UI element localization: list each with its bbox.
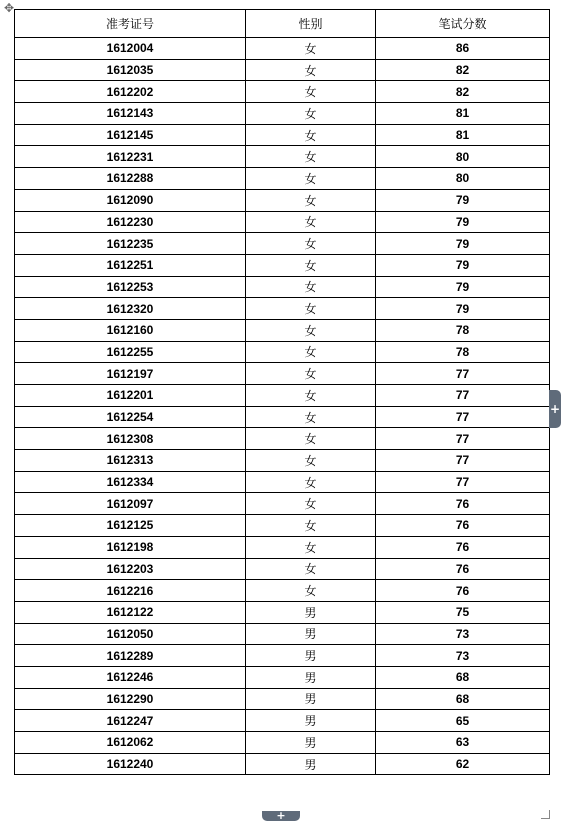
table-row [15, 211, 550, 233]
cell-written-score[interactable]: 78 [376, 341, 550, 363]
cell-exam-id[interactable]: 1612235 [15, 233, 246, 255]
table-row [15, 233, 550, 255]
cell-written-score[interactable]: 75 [376, 601, 550, 623]
table-row [15, 732, 550, 754]
cell-exam-id[interactable]: 1612231 [15, 146, 246, 168]
table-row [15, 124, 550, 146]
cell-written-score[interactable]: 65 [376, 710, 550, 732]
cell-exam-id[interactable]: 1612097 [15, 493, 246, 515]
cell-written-score[interactable]: 77 [376, 406, 550, 428]
cell-gender[interactable]: 女 [246, 450, 376, 472]
cell-exam-id[interactable]: 1612122 [15, 601, 246, 623]
cell-written-score[interactable]: 82 [376, 81, 550, 103]
cell-exam-id[interactable]: 1612143 [15, 103, 246, 125]
cell-written-score[interactable]: 62 [376, 753, 550, 775]
table-row [15, 688, 550, 710]
table-row [15, 81, 550, 103]
cell-written-score[interactable]: 78 [376, 319, 550, 341]
cell-written-score[interactable]: 79 [376, 254, 550, 276]
cell-exam-id[interactable]: 1612035 [15, 59, 246, 81]
cell-written-score[interactable]: 77 [376, 471, 550, 493]
table-row [15, 558, 550, 580]
cell-exam-id[interactable]: 1612290 [15, 688, 246, 710]
table-row [15, 276, 550, 298]
header-exam-id[interactable]: 准考证号 [15, 10, 246, 38]
cell-exam-id[interactable]: 1612247 [15, 710, 246, 732]
cell-written-score[interactable]: 80 [376, 168, 550, 190]
cell-gender[interactable]: 女 [246, 81, 376, 103]
cell-exam-id[interactable]: 1612334 [15, 471, 246, 493]
cell-written-score[interactable]: 82 [376, 59, 550, 81]
cell-gender[interactable]: 女 [246, 558, 376, 580]
cell-gender[interactable]: 女 [246, 341, 376, 363]
cell-exam-id[interactable]: 1612254 [15, 406, 246, 428]
cell-written-score[interactable]: 68 [376, 666, 550, 688]
header-gender[interactable]: 性别 [246, 10, 376, 38]
cell-gender[interactable]: 女 [246, 428, 376, 450]
table-row [15, 536, 550, 558]
cell-gender[interactable]: 女 [246, 38, 376, 60]
cell-written-score[interactable]: 77 [376, 428, 550, 450]
cell-exam-id[interactable]: 1612202 [15, 81, 246, 103]
cell-exam-id[interactable]: 1612050 [15, 623, 246, 645]
cell-gender[interactable]: 女 [246, 580, 376, 602]
table-row [15, 428, 550, 450]
cell-gender[interactable]: 女 [246, 254, 376, 276]
cell-written-score[interactable]: 79 [376, 276, 550, 298]
cell-gender[interactable]: 男 [246, 666, 376, 688]
table-row [15, 666, 550, 688]
cell-exam-id[interactable]: 1612203 [15, 558, 246, 580]
table-move-handle-icon[interactable]: ✥ [3, 1, 15, 15]
cell-exam-id[interactable]: 1612240 [15, 753, 246, 775]
cell-written-score[interactable]: 79 [376, 189, 550, 211]
table-row [15, 580, 550, 602]
cell-written-score[interactable]: 76 [376, 493, 550, 515]
table-row [15, 645, 550, 667]
table-row [15, 493, 550, 515]
cell-gender[interactable]: 女 [246, 233, 376, 255]
cell-gender[interactable]: 女 [246, 493, 376, 515]
cell-written-score[interactable]: 76 [376, 580, 550, 602]
cell-exam-id[interactable]: 1612308 [15, 428, 246, 450]
cell-exam-id[interactable]: 1612320 [15, 298, 246, 320]
cell-gender[interactable]: 女 [246, 406, 376, 428]
cell-exam-id[interactable]: 1612255 [15, 341, 246, 363]
cell-written-score[interactable]: 63 [376, 732, 550, 754]
cell-gender[interactable]: 男 [246, 732, 376, 754]
cell-exam-id[interactable]: 1612246 [15, 666, 246, 688]
cell-gender[interactable]: 女 [246, 536, 376, 558]
header-written-score[interactable]: 笔试分数 [376, 10, 550, 38]
table-row [15, 385, 550, 407]
table-body [15, 38, 550, 775]
cell-gender[interactable]: 男 [246, 688, 376, 710]
table-row [15, 103, 550, 125]
cell-written-score[interactable]: 68 [376, 688, 550, 710]
cell-gender[interactable]: 女 [246, 189, 376, 211]
cell-written-score[interactable]: 79 [376, 298, 550, 320]
table-row [15, 168, 550, 190]
cell-exam-id[interactable]: 1612090 [15, 189, 246, 211]
cell-gender[interactable]: 女 [246, 515, 376, 537]
table-header-row [15, 10, 550, 38]
table-row [15, 471, 550, 493]
cell-gender[interactable]: 女 [246, 276, 376, 298]
cell-written-score[interactable]: 81 [376, 124, 550, 146]
table-row [15, 450, 550, 472]
cell-written-score[interactable]: 79 [376, 233, 550, 255]
cell-written-score[interactable]: 73 [376, 645, 550, 667]
cell-exam-id[interactable]: 1612230 [15, 211, 246, 233]
add-column-button[interactable]: + [549, 390, 561, 428]
table-row [15, 298, 550, 320]
cell-gender[interactable]: 男 [246, 645, 376, 667]
cell-exam-id[interactable]: 1612125 [15, 515, 246, 537]
cell-written-score[interactable]: 86 [376, 38, 550, 60]
table-row [15, 59, 550, 81]
cell-gender[interactable]: 女 [246, 168, 376, 190]
table-row [15, 601, 550, 623]
cell-gender[interactable]: 女 [246, 319, 376, 341]
cell-exam-id[interactable]: 1612253 [15, 276, 246, 298]
score-table [14, 9, 550, 775]
cell-exam-id[interactable]: 1612004 [15, 38, 246, 60]
cell-written-score[interactable]: 73 [376, 623, 550, 645]
cell-written-score[interactable]: 77 [376, 450, 550, 472]
table-row [15, 189, 550, 211]
cell-written-score[interactable]: 77 [376, 385, 550, 407]
table-row [15, 515, 550, 537]
cell-gender[interactable]: 男 [246, 753, 376, 775]
cell-exam-id[interactable]: 1612289 [15, 645, 246, 667]
add-row-button[interactable]: + [262, 811, 300, 821]
cell-written-score[interactable]: 79 [376, 211, 550, 233]
cell-written-score[interactable]: 76 [376, 515, 550, 537]
cell-gender[interactable]: 女 [246, 103, 376, 125]
cell-exam-id[interactable]: 1612198 [15, 536, 246, 558]
table-row [15, 623, 550, 645]
cell-exam-id[interactable]: 1612251 [15, 254, 246, 276]
cell-gender[interactable]: 女 [246, 124, 376, 146]
cell-written-score[interactable]: 76 [376, 558, 550, 580]
cell-exam-id[interactable]: 1612197 [15, 363, 246, 385]
cell-exam-id[interactable]: 1612145 [15, 124, 246, 146]
table-resize-handle[interactable] [541, 810, 550, 819]
cell-gender[interactable]: 男 [246, 623, 376, 645]
cell-gender[interactable]: 女 [246, 363, 376, 385]
cell-written-score[interactable]: 76 [376, 536, 550, 558]
cell-gender[interactable]: 女 [246, 211, 376, 233]
table-row [15, 38, 550, 60]
table-row [15, 319, 550, 341]
table-row [15, 146, 550, 168]
cell-written-score[interactable]: 80 [376, 146, 550, 168]
cell-gender[interactable]: 女 [246, 298, 376, 320]
cell-written-score[interactable]: 81 [376, 103, 550, 125]
cell-gender[interactable]: 女 [246, 146, 376, 168]
cell-exam-id[interactable]: 1612216 [15, 580, 246, 602]
cell-gender[interactable]: 男 [246, 601, 376, 623]
table-row [15, 254, 550, 276]
table-row [15, 341, 550, 363]
cell-gender[interactable]: 女 [246, 385, 376, 407]
cell-exam-id[interactable]: 1612201 [15, 385, 246, 407]
cell-gender[interactable]: 女 [246, 471, 376, 493]
table-row [15, 753, 550, 775]
table-row [15, 406, 550, 428]
cell-gender[interactable]: 男 [246, 710, 376, 732]
table-row [15, 710, 550, 732]
table-row [15, 363, 550, 385]
cell-written-score[interactable]: 77 [376, 363, 550, 385]
cell-gender[interactable]: 女 [246, 59, 376, 81]
cell-exam-id[interactable]: 1612160 [15, 319, 246, 341]
cell-exam-id[interactable]: 1612062 [15, 732, 246, 754]
cell-exam-id[interactable]: 1612313 [15, 450, 246, 472]
cell-exam-id[interactable]: 1612288 [15, 168, 246, 190]
